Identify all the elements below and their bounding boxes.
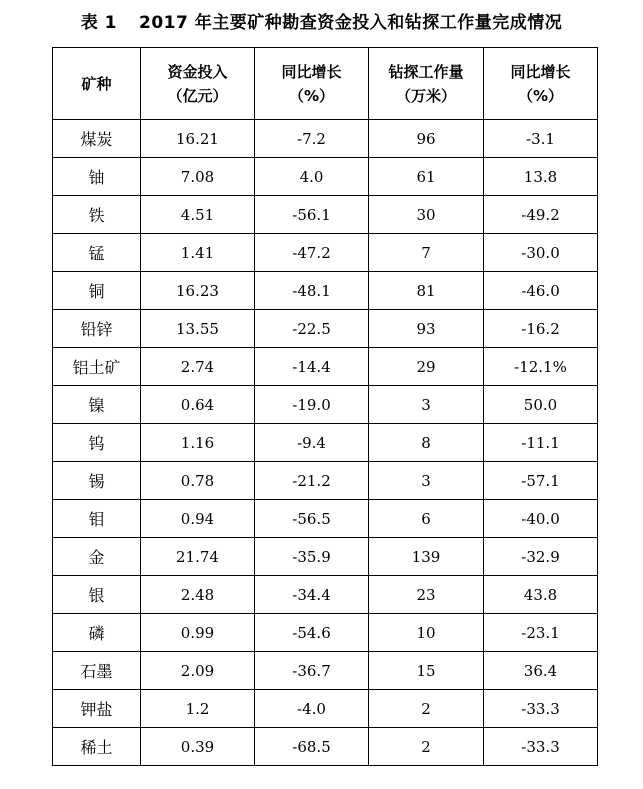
investment-cell: 0.39	[141, 728, 255, 766]
mineral-cell: 铅锌	[53, 310, 141, 348]
table-row	[53, 158, 598, 196]
mineral-cell: 钼	[53, 500, 141, 538]
mineral-cell: 煤炭	[53, 120, 141, 158]
investment-growth-cell: -35.9	[255, 538, 369, 576]
table-row	[53, 538, 598, 576]
drilling-growth-cell: -12.1%	[484, 348, 598, 386]
drilling-growth-cell: -49.2	[484, 196, 598, 234]
drilling-growth-cell: -46.0	[484, 272, 598, 310]
drilling-cell: 93	[369, 310, 484, 348]
mineral-cell: 镍	[53, 386, 141, 424]
drilling-growth-cell: -33.3	[484, 690, 598, 728]
investment-growth-cell: -22.5	[255, 310, 369, 348]
data-table	[52, 47, 598, 766]
header-drilling-growth-unit: （%）	[517, 86, 564, 105]
mineral-cell: 钾盐	[53, 690, 141, 728]
investment-growth-cell: -36.7	[255, 652, 369, 690]
header-investment-growth-label: 同比增长	[281, 62, 342, 81]
drilling-growth-cell: -3.1	[484, 120, 598, 158]
drilling-cell: 3	[369, 462, 484, 500]
header-drilling-unit: （万米）	[395, 86, 456, 105]
investment-growth-cell: -47.2	[255, 234, 369, 272]
drilling-cell: 139	[369, 538, 484, 576]
drilling-growth-cell: -11.1	[484, 424, 598, 462]
investment-growth-cell: -19.0	[255, 386, 369, 424]
drilling-cell: 61	[369, 158, 484, 196]
mineral-cell: 铜	[53, 272, 141, 310]
drilling-cell: 30	[369, 196, 484, 234]
investment-cell: 2.09	[141, 652, 255, 690]
drilling-growth-cell: -16.2	[484, 310, 598, 348]
table-number: 表 1	[80, 13, 117, 33]
drilling-growth-cell: -33.3	[484, 728, 598, 766]
table-row	[53, 348, 598, 386]
investment-growth-cell: -4.0	[255, 690, 369, 728]
investment-cell: 16.21	[141, 120, 255, 158]
drilling-growth-cell: -23.1	[484, 614, 598, 652]
mineral-cell: 铝土矿	[53, 348, 141, 386]
drilling-cell: 81	[369, 272, 484, 310]
drilling-cell: 15	[369, 652, 484, 690]
header-drilling	[369, 48, 484, 120]
investment-cell: 21.74	[141, 538, 255, 576]
table-row	[53, 462, 598, 500]
drilling-cell: 23	[369, 576, 484, 614]
table-row	[53, 500, 598, 538]
mineral-cell: 铁	[53, 196, 141, 234]
header-drilling-growth-label: 同比增长	[510, 62, 571, 81]
investment-cell: 7.08	[141, 158, 255, 196]
table-row	[53, 424, 598, 462]
table-row	[53, 234, 598, 272]
table-row	[53, 310, 598, 348]
investment-cell: 0.64	[141, 386, 255, 424]
drilling-cell: 7	[369, 234, 484, 272]
drilling-growth-cell: -57.1	[484, 462, 598, 500]
table-body	[53, 120, 598, 766]
table-row	[53, 272, 598, 310]
table-row	[53, 690, 598, 728]
mineral-cell: 金	[53, 538, 141, 576]
mineral-cell: 钨	[53, 424, 141, 462]
drilling-cell: 2	[369, 728, 484, 766]
drilling-growth-cell: 50.0	[484, 386, 598, 424]
investment-cell: 2.48	[141, 576, 255, 614]
investment-cell: 1.41	[141, 234, 255, 272]
header-row	[53, 48, 598, 120]
header-investment-unit: （亿元）	[167, 86, 228, 105]
investment-cell: 4.51	[141, 196, 255, 234]
mineral-cell: 磷	[53, 614, 141, 652]
header-drilling-growth	[484, 48, 598, 120]
drilling-growth-cell: -30.0	[484, 234, 598, 272]
mineral-cell: 石墨	[53, 652, 141, 690]
drilling-cell: 96	[369, 120, 484, 158]
mineral-cell: 锡	[53, 462, 141, 500]
drilling-cell: 8	[369, 424, 484, 462]
investment-growth-cell: 4.0	[255, 158, 369, 196]
drilling-growth-cell: -40.0	[484, 500, 598, 538]
header-mineral	[53, 48, 141, 120]
table-row	[53, 576, 598, 614]
investment-cell: 13.55	[141, 310, 255, 348]
investment-growth-cell: -56.5	[255, 500, 369, 538]
investment-growth-cell: -68.5	[255, 728, 369, 766]
investment-growth-cell: -56.1	[255, 196, 369, 234]
drilling-growth-cell: -32.9	[484, 538, 598, 576]
table-row	[53, 728, 598, 766]
drilling-cell: 3	[369, 386, 484, 424]
table-row	[53, 196, 598, 234]
drilling-growth-cell: 13.8	[484, 158, 598, 196]
table-header	[53, 48, 598, 120]
investment-cell: 0.94	[141, 500, 255, 538]
table-caption	[0, 8, 643, 33]
investment-growth-cell: -21.2	[255, 462, 369, 500]
header-mineral-label: 矿种	[81, 74, 112, 93]
drilling-cell: 2	[369, 690, 484, 728]
mineral-cell: 稀土	[53, 728, 141, 766]
investment-cell: 1.16	[141, 424, 255, 462]
table-row	[53, 614, 598, 652]
investment-growth-cell: -34.4	[255, 576, 369, 614]
mineral-cell: 锰	[53, 234, 141, 272]
investment-cell: 1.2	[141, 690, 255, 728]
table-row	[53, 120, 598, 158]
header-investment	[141, 48, 255, 120]
header-drilling-label: 钻探工作量	[388, 62, 464, 81]
investment-cell: 16.23	[141, 272, 255, 310]
header-investment-growth-unit: （%）	[288, 86, 335, 105]
investment-cell: 0.78	[141, 462, 255, 500]
drilling-cell: 29	[369, 348, 484, 386]
table-row	[53, 386, 598, 424]
investment-cell: 2.74	[141, 348, 255, 386]
investment-growth-cell: -54.6	[255, 614, 369, 652]
drilling-growth-cell: 36.4	[484, 652, 598, 690]
table-row	[53, 652, 598, 690]
header-investment-label: 资金投入	[167, 62, 228, 81]
drilling-cell: 6	[369, 500, 484, 538]
table-title: 2017 年主要矿种勘查资金投入和钻探工作量完成情况	[139, 13, 563, 33]
mineral-cell: 铀	[53, 158, 141, 196]
header-investment-growth	[255, 48, 369, 120]
investment-cell: 0.99	[141, 614, 255, 652]
mineral-cell: 银	[53, 576, 141, 614]
investment-growth-cell: -9.4	[255, 424, 369, 462]
investment-growth-cell: -14.4	[255, 348, 369, 386]
drilling-growth-cell: 43.8	[484, 576, 598, 614]
investment-growth-cell: -48.1	[255, 272, 369, 310]
drilling-cell: 10	[369, 614, 484, 652]
investment-growth-cell: -7.2	[255, 120, 369, 158]
